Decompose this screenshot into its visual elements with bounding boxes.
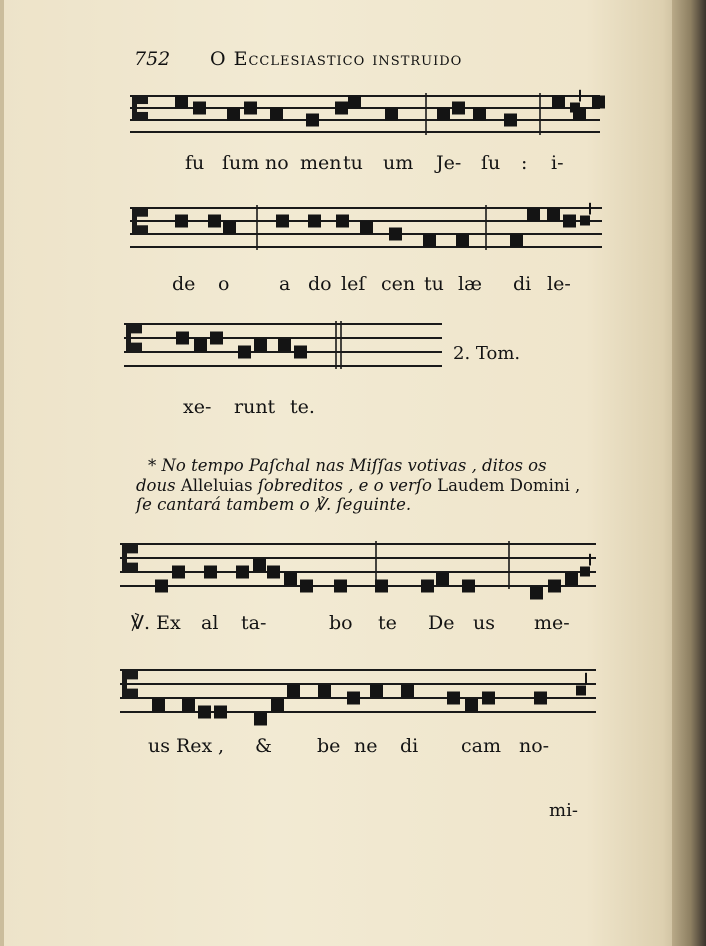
lyric-syllable: um <box>383 152 414 174</box>
neume-note <box>194 339 207 352</box>
lyric-syllable: a <box>279 273 291 295</box>
neume-note <box>510 234 523 247</box>
lyric-syllable: cen <box>381 273 416 295</box>
lyric-syllable: no <box>265 152 289 174</box>
clef-stem <box>122 671 127 698</box>
lyric-syllable: Je- <box>436 152 462 174</box>
lyric-syllable: do <box>308 273 332 295</box>
neume-note <box>254 713 267 726</box>
neume-note <box>527 208 540 221</box>
neume-note <box>336 215 349 228</box>
neume-note <box>267 566 280 579</box>
lyric-syllable: ta- <box>241 612 267 634</box>
neume-note <box>465 699 478 712</box>
rubric-line: * No tempo Paſchal nas Miſſas votivas , ditos os <box>148 456 547 475</box>
neume-note <box>287 685 300 698</box>
custos <box>580 216 590 226</box>
neume-note <box>284 573 297 586</box>
neume-note <box>401 685 414 698</box>
neume-note <box>270 108 283 121</box>
rubric-roman-text: Alleluias <box>175 475 258 495</box>
neume-note <box>172 566 185 579</box>
neume-note <box>271 699 284 712</box>
lyric-syllable: tu <box>424 273 444 295</box>
lyric-syllable: De <box>428 612 455 634</box>
rubric-text <box>136 456 608 515</box>
clef-c <box>127 545 138 554</box>
custos <box>570 103 580 113</box>
lyric-syllable: xe- <box>183 396 212 418</box>
clef-c <box>137 225 148 233</box>
neume-note <box>436 573 449 586</box>
clef-stem <box>132 209 137 234</box>
neume-note <box>421 580 434 593</box>
lyric-syllable: leſ <box>341 273 366 295</box>
rubric-line: ſe cantará tambem o ℣. ſeguinte. <box>136 495 412 514</box>
neume-note <box>548 580 561 593</box>
chant-staff-2 <box>130 196 605 272</box>
lyric-syllable: : <box>521 152 528 174</box>
lyric-syllable: tu <box>343 152 363 174</box>
custos <box>576 686 586 696</box>
clef-c <box>137 209 148 217</box>
clef-stem <box>122 545 127 572</box>
lyric-syllable: di <box>513 273 532 295</box>
neume-note <box>473 108 486 121</box>
lyric-syllable: & <box>255 735 272 757</box>
lyric-syllable: al <box>201 612 219 634</box>
neume-note <box>254 339 267 352</box>
tone-reference: 2. Tom. <box>453 343 521 364</box>
neume-note <box>423 234 436 247</box>
neume-note <box>175 215 188 228</box>
neume-note <box>482 692 495 705</box>
neume-note <box>155 580 168 593</box>
rubric-italic-text: dous <box>136 475 176 495</box>
lyric-syllable: te <box>378 612 397 634</box>
lyric-syllable: men <box>300 152 342 174</box>
lyric-syllable: fu <box>185 152 205 174</box>
neume-note <box>552 96 565 109</box>
lyric-syllable: us <box>148 735 170 757</box>
neume-note <box>447 692 460 705</box>
neume-note <box>238 346 251 359</box>
neume-note <box>176 332 189 345</box>
clef-c <box>127 671 138 680</box>
lyric-syllable: be <box>317 735 341 757</box>
neume-note <box>452 102 465 115</box>
lyric-syllable: te. <box>290 396 315 418</box>
running-title: O Ecclesiastico instruido <box>210 48 463 70</box>
neume-note <box>318 685 331 698</box>
neume-note <box>204 566 217 579</box>
neume-note <box>348 96 361 109</box>
lyric-syllable: no- <box>519 735 550 757</box>
neume-note <box>530 587 543 600</box>
neume-note <box>193 102 206 115</box>
chant-staff-3 <box>124 312 446 394</box>
chant-staff-4 <box>120 532 598 612</box>
lyric-syllable: ℣. Ex <box>131 612 181 634</box>
lyric-syllable: i- <box>551 152 564 174</box>
neume-note <box>276 215 289 228</box>
neume-note <box>563 215 576 228</box>
lyric-syllable: læ <box>458 273 482 295</box>
clef-c <box>127 563 138 572</box>
clef-c <box>131 325 142 334</box>
neume-note <box>152 699 165 712</box>
lyric-syllable: Rex <box>176 735 213 757</box>
neume-note <box>547 208 560 221</box>
neume-note <box>278 339 291 352</box>
catchword: mi- <box>549 800 578 821</box>
neume-note <box>334 580 347 593</box>
custos <box>580 567 590 577</box>
neume-note <box>534 692 547 705</box>
lyric-syllable: me- <box>534 612 570 634</box>
neume-note <box>375 580 388 593</box>
neume-note <box>462 580 475 593</box>
neume-note <box>300 580 313 593</box>
neume-note <box>347 692 360 705</box>
running-head <box>134 46 554 74</box>
lyric-syllable: o <box>218 273 230 295</box>
clef-c <box>131 343 142 352</box>
clef-c <box>137 112 148 119</box>
page-edge <box>0 0 4 946</box>
neume-note <box>208 215 221 228</box>
lyric-syllable: cam <box>461 735 501 757</box>
neume-note <box>253 559 266 572</box>
lyric-syllable: ſu <box>481 152 501 174</box>
lyric-syllable: ne <box>354 735 378 757</box>
neume-note <box>244 102 257 115</box>
neume-note <box>437 108 450 121</box>
book-gutter <box>672 0 706 946</box>
neume-note <box>182 699 195 712</box>
lyric-syllable: , <box>218 735 225 757</box>
chant-staff-1 <box>130 84 605 150</box>
clef-stem <box>126 325 131 352</box>
neume-note <box>565 573 578 586</box>
neume-note <box>389 228 402 241</box>
neume-note <box>370 685 383 698</box>
clef-c <box>127 689 138 698</box>
neume-note <box>456 234 469 247</box>
rubric-roman-text: Laudem Domini , <box>431 475 581 495</box>
lyric-syllable: de <box>172 273 196 295</box>
lyric-syllable: di <box>400 735 419 757</box>
neume-note <box>308 215 321 228</box>
neume-note <box>294 346 307 359</box>
neume-note <box>227 108 240 121</box>
rubric-line <box>136 476 608 496</box>
neume-note <box>214 706 227 719</box>
neume-note <box>236 566 249 579</box>
lyric-syllable: runt <box>234 396 276 418</box>
clef-stem <box>132 97 137 120</box>
neume-note <box>210 332 223 345</box>
lyric-syllable: ſum <box>222 152 260 174</box>
neume-note <box>198 706 211 719</box>
neume-note <box>360 221 373 234</box>
neume-note <box>175 96 188 109</box>
neume-note <box>504 114 517 127</box>
clef-c <box>137 97 148 104</box>
neume-note <box>385 108 398 121</box>
neume-note <box>306 114 319 127</box>
neume-note <box>335 102 348 115</box>
neume-note <box>592 96 605 109</box>
lyric-syllable: bo <box>329 612 353 634</box>
lyric-syllable: le- <box>547 273 571 295</box>
page-number: 752 <box>134 48 171 70</box>
chant-staff-5 <box>120 658 598 738</box>
neume-note <box>223 221 236 234</box>
lyric-syllable: us <box>473 612 495 634</box>
rubric-italic-text: ſobreditos , e o verſo <box>257 475 432 495</box>
